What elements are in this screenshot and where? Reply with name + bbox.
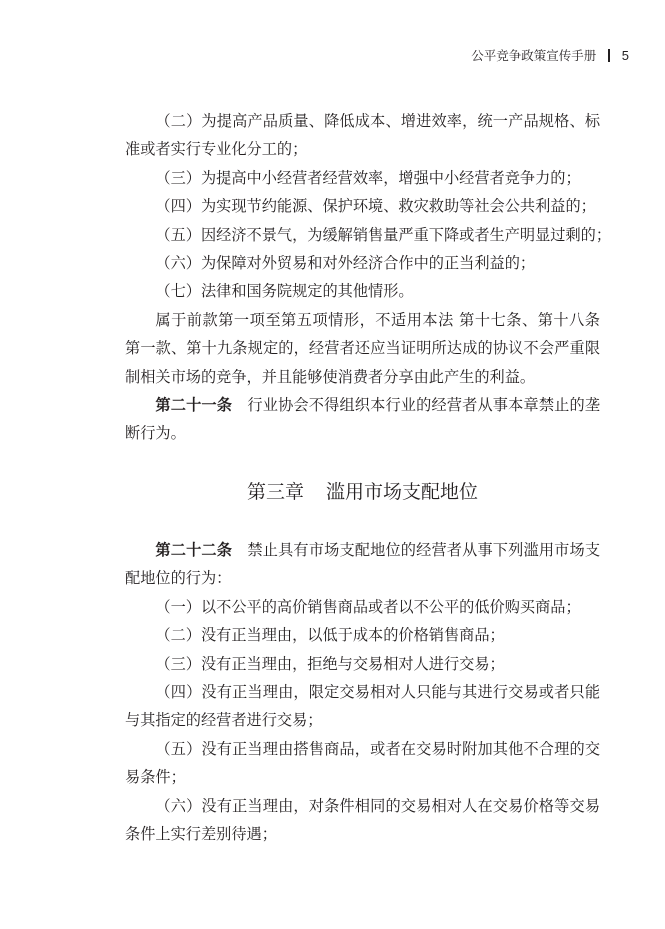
list-item-5: （五）没有正当理由搭售商品，或者在交易时附加其他不合理的交易条件；: [125, 739, 600, 787]
list-item-2: （二）没有正当理由，以低于成本的价格销售商品；: [155, 626, 505, 645]
header-divider: [608, 49, 610, 62]
article-21: [125, 391, 600, 448]
running-header: [471, 46, 629, 64]
book-title: 公平竞争政策宣传手册: [471, 48, 597, 63]
chapter-heading: [125, 478, 600, 506]
paragraph-item-6: （六）为保障对外贸易和对外经济合作中的正当利益的；: [155, 254, 536, 273]
article-21-text: 行业协会不得组织本行业的经营者从事本章禁止的垄断行为。: [125, 396, 601, 443]
paragraph-item-7: （七）法律和国务院规定的其他情形。: [155, 282, 414, 301]
paragraph-item-2: （二）为提高产品质量、降低成本、增进效率，统一产品规格、标准或者实行专业化分工的；: [125, 112, 600, 159]
article-22: [125, 536, 600, 593]
paragraph-item-4: （四）为实现节约能源、保护环境、救灾救助等社会公共利益的；: [155, 197, 596, 216]
page-number: 5: [621, 47, 629, 63]
list-item-6: （六）没有正当理由，对条件相同的交易相对人在交易价格等交易条件上实行差别待遇；: [125, 796, 600, 843]
page-body: [125, 107, 612, 848]
paragraph-exception: 属于前款第一项至第五项情形，不适用本法 第十七条、第十八条第一款、第十九条规定的，经营者还应当证明所达成的协议不会严重限制相关市场的竞争，并且能够使消费者分享由此产生的利益。: [125, 310, 600, 386]
article-22-label: 第二十二条: [155, 540, 233, 559]
chapter-number: 第三章: [246, 480, 304, 503]
list-item-4: （四）没有正当理由，限定交易相对人只能与其进行交易或者只能与其指定的经营者进行交易；: [125, 682, 600, 730]
list-item-1: （一）以不公平的高价销售商品或者以不公平的低价购买商品；: [155, 597, 581, 616]
list-item-3: （三）没有正当理由，拒绝与交易相对人进行交易；: [155, 654, 505, 673]
paragraph-item-5: （五）因经济不景气，为缓解销售量严重下降或者生产明显过剩的；: [155, 225, 612, 244]
article-21-label: 第二十一条: [155, 396, 233, 415]
chapter-title: 滥用市场支配地位: [326, 480, 479, 503]
article-22-text: 禁止具有市场支配地位的经营者从事下列滥用市场支配地位的行为：: [125, 540, 601, 588]
paragraph-item-3: （三）为提高中小经营者经营效率，增强中小经营者竞争力的；: [155, 168, 581, 187]
